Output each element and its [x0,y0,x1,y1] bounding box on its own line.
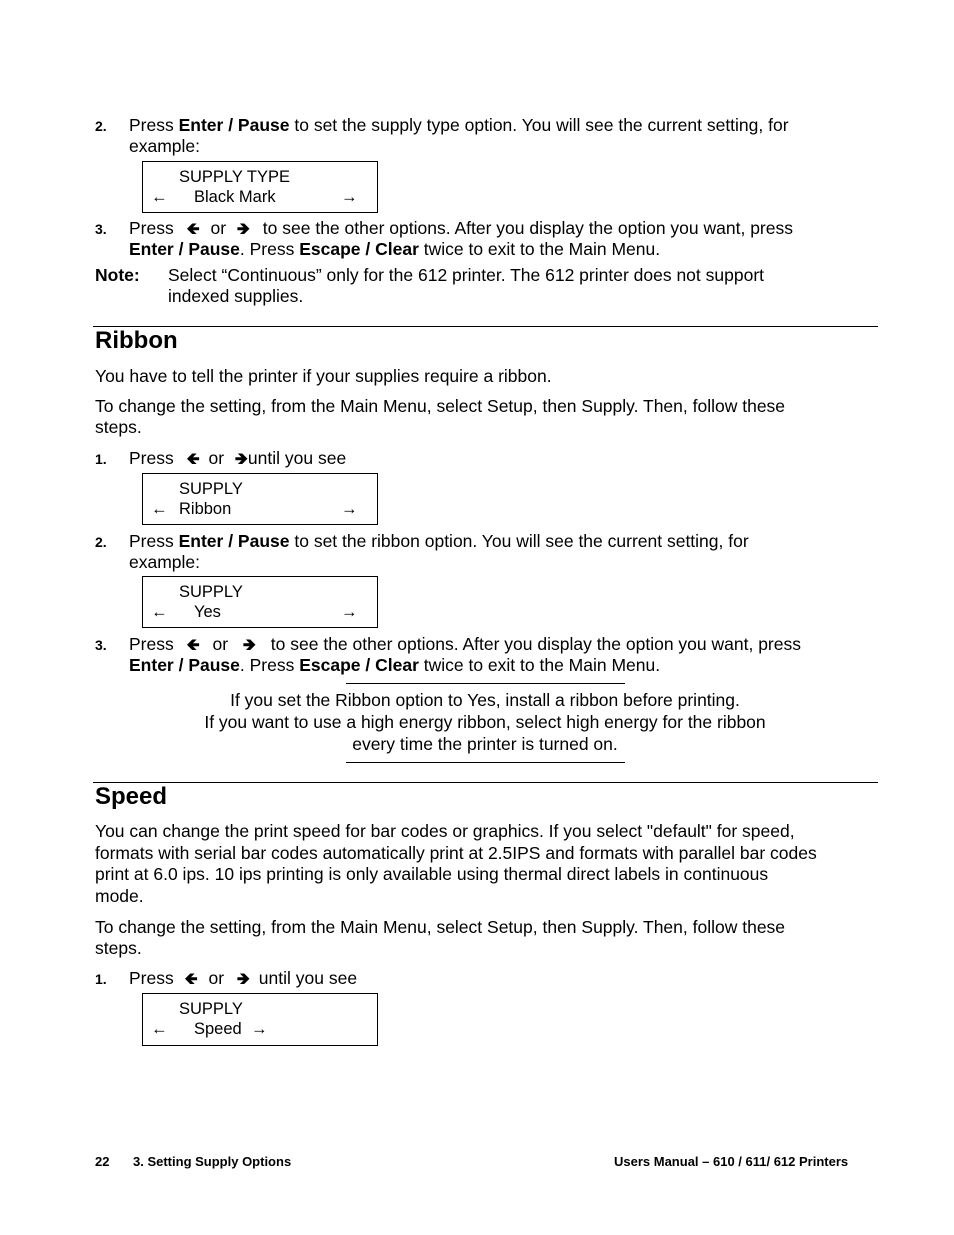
paragraph [95,917,785,959]
text: example: [129,136,201,156]
note-label: Note: [95,265,140,285]
page-number: 22 [95,1154,110,1169]
lcd-line-1: SUPPLY [179,1000,243,1018]
key-name: Enter / Pause [129,655,240,675]
ribbon-callout [150,689,820,755]
text: every time the printer is turned on. [352,734,618,754]
key-name: Enter / Pause [178,531,290,551]
paragraph [95,821,817,907]
arrow-left-icon: ← [151,1020,168,1038]
text: example: [129,552,201,572]
bold-arrow-right-icon: 🡺 [236,219,250,238]
callout-rule-top [346,683,625,684]
text: or [208,448,225,468]
section-divider [93,782,878,783]
bold-arrow-right-icon: 🡺 [242,635,256,654]
step-text [129,968,357,989]
text: Press [129,115,179,135]
text: Press [129,968,174,988]
bold-arrow-left-icon: 🡸 [186,449,200,468]
lcd-line-1: SUPPLY [179,583,243,601]
text: until you see [258,968,358,988]
step-number: 1. [95,451,107,467]
lcd-display [142,576,378,628]
key-name: Escape / Clear [299,239,419,259]
lcd-line-1: SUPPLY [179,480,243,498]
arrow-left-icon: ← [151,500,168,518]
text: twice to exit to the Main Menu. [418,655,661,675]
text: Press [129,531,179,551]
text: steps. [95,417,142,437]
key-name: Escape / Clear [299,655,419,675]
step-text [129,531,749,573]
text: . Press [239,655,300,675]
text: . Press [239,239,300,259]
bold-arrow-left-icon: 🡸 [186,219,200,238]
text: to set the ribbon option. You will see the current setting, for [289,531,749,551]
text: or [208,968,225,988]
step-text [129,634,801,676]
step-text [129,448,346,469]
text: or [210,218,227,238]
section-heading-speed: Speed [95,783,168,810]
key-name: Enter / Pause [129,239,240,259]
text: Select “Continuous” only for the 612 printer. The 612 printer does not support [168,265,765,285]
step-number: 3. [95,637,107,653]
step-text [129,218,793,260]
arrow-right-icon: → [341,500,358,518]
arrow-left-icon: ← [151,603,168,621]
note-text [168,265,764,307]
text: to see the other options. After you display the option you want, press [270,634,801,654]
text: to see the other options. After you display the option you want, press [262,218,793,238]
bold-arrow-left-icon: 🡸 [184,969,198,988]
lcd-display [142,161,378,213]
text: If you set the Ribbon option to Yes, install a ribbon before printing. [230,690,740,710]
text: You can change the print speed for bar codes or graphics. If you select "default" for speed, [95,821,795,841]
arrow-right-icon: → [251,1020,268,1038]
text: If you want to use a high energy ribbon, select high energy for the ribbon [204,712,766,732]
arrow-right-icon: → [341,188,358,206]
text: or [212,634,229,654]
arrow-left-icon: ← [151,188,168,206]
step-number: 3. [95,221,107,237]
section-divider [93,326,878,327]
step-number: 2. [95,118,107,134]
bold-arrow-right-icon: 🡺 [236,969,250,988]
text: print at 6.0 ips. 10 ips printing is only available using thermal direct labels in continuous [95,864,769,884]
text: Press [129,634,174,654]
bold-arrow-left-icon: 🡸 [186,635,200,654]
paragraph [95,396,785,438]
text: until you see [247,448,347,468]
step-number: 2. [95,534,107,550]
section-heading-ribbon: Ribbon [95,327,178,354]
arrow-right-icon: → [341,603,358,621]
lcd-display [142,993,378,1046]
chapter-title: 3. Setting Supply Options [133,1154,292,1169]
text: to set the supply type option. You will see the current setting, for [289,115,789,135]
text: To change the setting, from the Main Menu, select Setup, then Supply. Then, follow these [95,917,786,937]
key-name: Enter / Pause [178,115,290,135]
lcd-display [142,473,378,525]
text: To change the setting, from the Main Menu, select Setup, then Supply. Then, follow these [95,396,786,416]
text: indexed supplies. [168,286,304,306]
bold-arrow-right-icon: 🡺 [234,449,248,468]
callout-rule-bottom [346,762,625,763]
text: steps. [95,938,142,958]
lcd-line-1: SUPPLY TYPE [179,168,290,186]
step-number: 1. [95,971,107,987]
text: mode. [95,885,144,906]
lcd-line-2: Yes [194,603,221,621]
text: Press [129,218,174,238]
text: twice to exit to the Main Menu. [418,239,661,259]
text: formats with serial bar codes automatically print at 2.5IPS and formats with parallel bar codes [95,842,817,863]
lcd-line-2: Black Mark [194,188,276,206]
paragraph: You have to tell the printer if your supplies require a ribbon. [95,366,552,386]
text: Press [129,448,174,468]
manual-title: Users Manual – 610 / 611/ 612 Printers [614,1154,849,1169]
lcd-line-2: Ribbon [179,500,232,518]
step-text [129,115,789,157]
lcd-line-2: Speed [194,1020,242,1038]
